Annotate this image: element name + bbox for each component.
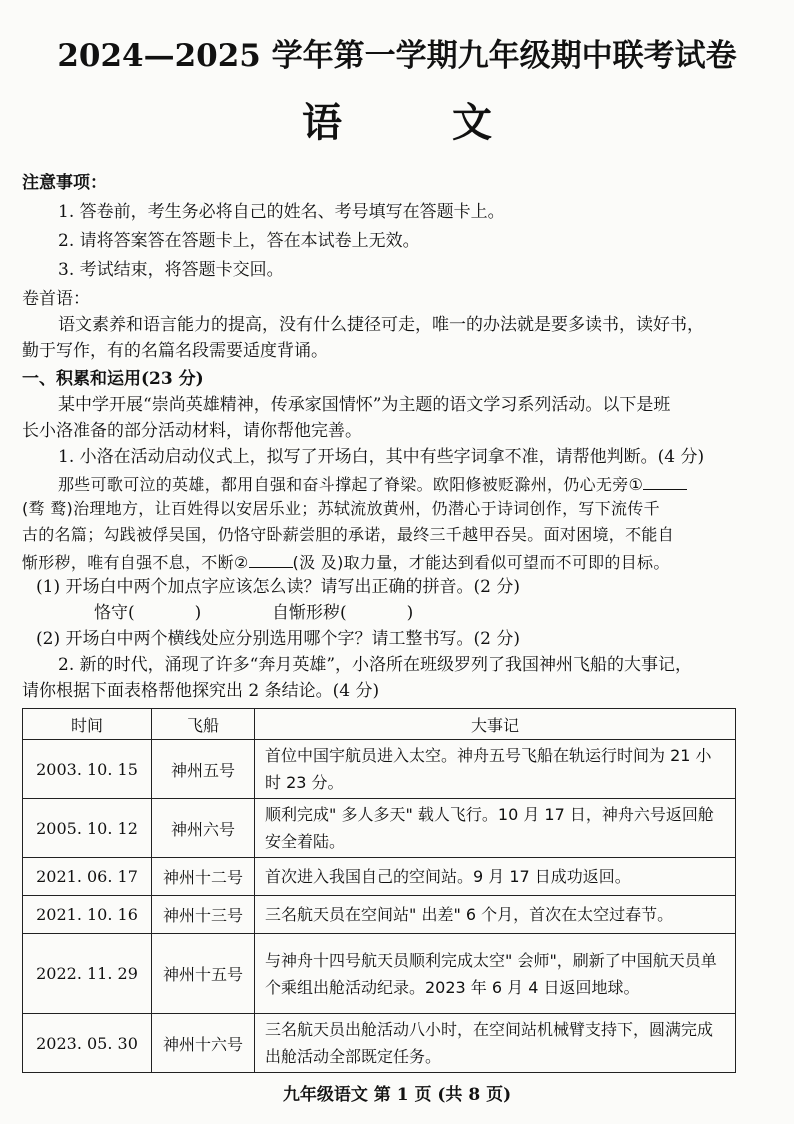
pinyin-label-1: 恪守( <box>94 603 135 623</box>
subject-char-2: 文 <box>452 99 492 146</box>
page-footer: 九年级语文 第 1 页 (共 8 页) <box>282 1085 512 1105</box>
notice-item-2: 2. 请将答案答在答题卡上，答在本试卷上无效。 <box>58 231 420 251</box>
passage-line-1 <box>58 471 687 497</box>
column-header-ship: 飞船 <box>152 709 255 740</box>
spaceflight-events-table <box>22 708 736 1073</box>
row-date: 2003. 10. 15 <box>23 740 152 799</box>
row-date: 2021. 06. 17 <box>23 858 152 896</box>
preface-heading: 卷首语： <box>22 289 90 309</box>
subject-char-1: 语 <box>302 99 342 146</box>
notice-item-3: 3. 考试结束，将答题卡交回。 <box>58 260 284 280</box>
passage-line-3: 古的名篇；勾践被俘吴国，仍恪守卧薪尝胆的承诺，最终三千越甲吞吴。面对困境，不能自 <box>22 525 675 544</box>
question-2-line-1: 2. 新的时代，涌现了许多“奔月英雄”，小洛所在班级罗列了我国神州飞船的大事记， <box>58 655 693 675</box>
table-row <box>23 799 736 858</box>
section-1-intro-line-2: 长小洛准备的部分活动材料，请你帮他完善。 <box>22 421 362 441</box>
table-row <box>23 896 736 934</box>
row-ship: 神州十二号 <box>152 858 255 896</box>
passage-line-4-text-a: 惭形秽，唯有自强不息，不断② <box>22 553 249 572</box>
passage-line-4 <box>22 549 670 575</box>
passage-line-1-text: 那些可歌可泣的英雄，都用自强和奋斗撑起了脊梁。欧阳修被贬滁州，仍心无旁① <box>58 475 644 494</box>
row-ship: 神州五号 <box>152 740 255 799</box>
table-row <box>23 740 736 799</box>
table-row <box>23 858 736 896</box>
row-ship: 神州十六号 <box>152 1014 255 1073</box>
row-ship: 神州十五号 <box>152 934 255 1014</box>
answer-blank-2 <box>249 549 293 568</box>
row-event: 首次进入我国自己的空间站。9 月 17 日成功返回。 <box>255 858 736 896</box>
section-1-heading: 一、积累和运用(23 分) <box>22 369 204 389</box>
row-date: 2005. 10. 12 <box>23 799 152 858</box>
pinyin-label-2: 自惭形秽( <box>272 603 347 623</box>
column-header-date: 时间 <box>23 709 152 740</box>
row-ship: 神州六号 <box>152 799 255 858</box>
row-date: 2023. 05. 30 <box>23 1014 152 1073</box>
question-1: 1. 小洛在活动启动仪式上，拟写了开场白，其中有些字词拿不准，请帮他判断。(4 分) <box>58 447 705 467</box>
preface-line-2: 勤于写作，有的名篇名段需要适度背诵。 <box>22 341 328 361</box>
passage-line-2: (骛 鹜)治理地方，让百姓得以安居乐业；苏轼流放黄州，仍潜心于诗词创作，写下流传千 <box>22 499 660 518</box>
table-row <box>23 1014 736 1073</box>
row-ship: 神州十三号 <box>152 896 255 934</box>
exam-title: 2024—2025 学年第一学期九年级期中联考试卷 <box>57 38 737 74</box>
row-date: 2021. 10. 16 <box>23 896 152 934</box>
table-header-row <box>23 709 736 740</box>
table-row <box>23 934 736 1014</box>
answer-blank-1 <box>643 471 687 490</box>
row-event: 三名航天员出舱活动八小时，在空间站机械臂支持下，圆满完成出舱活动全部既定任务。 <box>255 1014 736 1073</box>
row-event: 与神舟十四号航天员顺利完成太空" 会师"，刷新了中国航天员单个乘组出舱活动纪录。2023 年 6 月 4 日返回地球。 <box>255 934 736 1014</box>
subject-heading <box>0 98 794 148</box>
row-event: 顺利完成" 多人多天" 载人飞行。10 月 17 日，神舟六号返回舱安全着陆。 <box>255 799 736 858</box>
notice-heading: 注意事项： <box>22 173 107 193</box>
pinyin-answer-2: 自惭形秽( ) <box>272 603 414 623</box>
passage-line-4-text-b: (汲 及)取力量，才能达到看似可望而不可即的目标。 <box>292 553 670 572</box>
row-event: 首位中国宇航员进入太空。神舟五号飞船在轨运行时间为 21 小时 23 分。 <box>255 740 736 799</box>
section-1-intro-line-1: 某中学开展“崇尚英雄精神，传承家国情怀”为主题的语文学习系列活动。以下是班 <box>58 395 671 415</box>
sub-question-1: (1) 开场白中两个加点字应该怎么读？请写出正确的拼音。(2 分) <box>36 577 520 597</box>
row-date: 2022. 11. 29 <box>23 934 152 1014</box>
sub-question-2: (2) 开场白中两个横线处应分别选用哪个字？请工整书写。(2 分) <box>36 629 520 649</box>
column-header-event: 大事记 <box>255 709 736 740</box>
row-event: 三名航天员在空间站" 出差" 6 个月，首次在太空过春节。 <box>255 896 736 934</box>
preface-line-1: 语文素养和语言能力的提高，没有什么捷径可走，唯一的办法就是要多读书，读好书， <box>58 315 704 335</box>
question-2-line-2: 请你根据下面表格帮他探究出 2 条结论。(4 分) <box>22 681 380 701</box>
notice-item-1: 1. 答卷前，考生务必将自己的姓名、考号填写在答题卡上。 <box>58 202 505 222</box>
pinyin-answer-1: 恪守( ) <box>94 603 202 623</box>
